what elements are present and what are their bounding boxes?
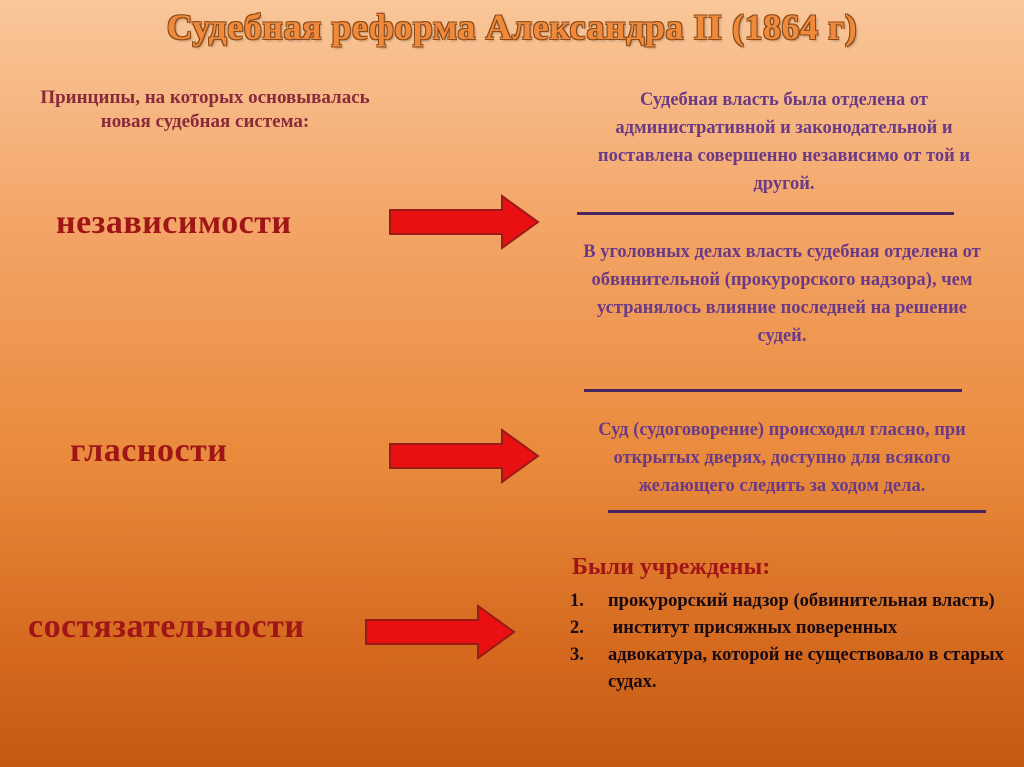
list-item [570, 588, 1010, 615]
list-item-number: 3. [570, 645, 584, 665]
principle-publicity: гласности [70, 432, 228, 469]
right-arrow-icon [364, 604, 516, 660]
divider [577, 212, 954, 215]
description-prosecution: В уголовных делах власть судебная отделена от обвинительной (прокурорского надзора), чем устранялось влияние последней на решение судей. [583, 242, 981, 346]
divider [608, 510, 986, 513]
right-arrow-icon [388, 194, 540, 250]
list-item-text: институт присяжных поверенных [608, 618, 898, 638]
right-arrow-icon [388, 428, 540, 484]
list-item-text: прокурорский надзор (обвинительная власть) [608, 591, 995, 611]
description-publicity: Суд (судоговорение) происходил гласно, при открытых дверях, доступно для всякого желающего следить за ходом дела. [598, 420, 966, 496]
list-item-number: 2. [570, 618, 584, 638]
page-title: Судебная реформа Александра II (1864 г) [166, 7, 858, 47]
principle-independence: независимости [56, 204, 292, 241]
intro-text: Принципы, на которых основывалась новая судебная система: [40, 87, 370, 132]
list-item-number: 1. [570, 591, 584, 611]
list-item-text: адвокатура, которой не существовало в старых судах. [608, 645, 1004, 692]
description-independence: Судебная власть была отделена от административной и законодательной и поставлена совершенно независимо от той и другой. [597, 90, 971, 194]
established-heading: Были учреждены: [572, 554, 771, 580]
list-item [570, 615, 1010, 642]
list-item [570, 642, 1010, 696]
divider [584, 389, 962, 392]
established-list [570, 588, 1010, 696]
principle-adversarial: состязательности [28, 608, 305, 645]
